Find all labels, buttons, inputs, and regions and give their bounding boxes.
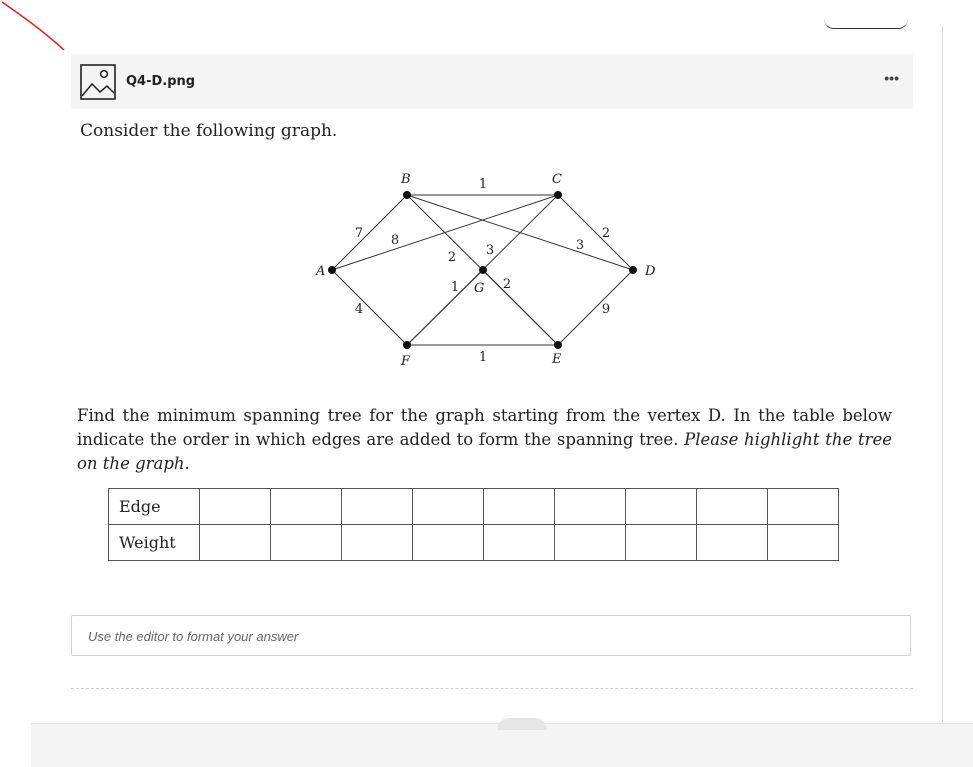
question-text: Find the minimum spanning tree for the graph starting from the vertex D. In the table below indicate the order in which edges are added to form the spanning tree. [77, 406, 892, 449]
editor-placeholder: Use the editor to format your answer [88, 629, 299, 644]
edge-BD [407, 195, 633, 270]
vertex-label-E: E [552, 352, 562, 367]
more-options-button[interactable]: ••• [884, 70, 899, 86]
weight-label-AB: 7 [354, 226, 364, 241]
vertex-D [629, 266, 637, 274]
edge-cell-3[interactable] [342, 489, 413, 525]
weight-label-BD: 3 [575, 238, 585, 253]
edge-cell-7[interactable] [626, 489, 697, 525]
weight-label-FG: 1 [450, 280, 460, 295]
weight-cell-6[interactable] [555, 525, 626, 561]
graph-figure [300, 165, 680, 375]
weight-cell-1[interactable] [200, 525, 271, 561]
answer-table [108, 488, 839, 561]
vertex-label-C: C [552, 172, 562, 187]
row-label-weight: Weight [109, 525, 200, 561]
edge-DE [558, 270, 633, 345]
edge-cell-8[interactable] [697, 489, 768, 525]
edge-cell-1[interactable] [200, 489, 271, 525]
footer-handle[interactable] [497, 718, 547, 730]
edge-AF [332, 270, 407, 345]
edge-cell-5[interactable] [484, 489, 555, 525]
edge-cell-4[interactable] [413, 489, 484, 525]
weight-cell-7[interactable] [626, 525, 697, 561]
attachment-header [71, 54, 913, 109]
footer-bar [31, 723, 973, 767]
edge-FG [407, 270, 483, 345]
vertex-E [554, 341, 562, 349]
edge-GE [483, 270, 558, 345]
weight-label-AF: 4 [354, 302, 364, 317]
table-row-edge [109, 489, 839, 525]
weight-label-BE: 2 [447, 250, 457, 265]
problem-question [77, 404, 892, 476]
vertex-label-D: D [645, 264, 656, 279]
attachment-file-name[interactable]: Q4-D.png [126, 74, 196, 89]
vertex-label-G: G [474, 281, 485, 296]
vertex-label-A: A [316, 264, 326, 279]
edge-cell-2[interactable] [271, 489, 342, 525]
top-pill-control[interactable] [824, 10, 908, 29]
dashed-divider [71, 688, 913, 689]
answer-editor[interactable] [71, 615, 911, 656]
weight-label-GE: 2 [502, 277, 512, 292]
weight-cell-2[interactable] [271, 525, 342, 561]
weight-cell-8[interactable] [697, 525, 768, 561]
weight-cell-3[interactable] [342, 525, 413, 561]
vertex-label-F: F [401, 354, 411, 369]
red-pen-annotation [0, 0, 80, 60]
weight-cell-9[interactable] [768, 525, 839, 561]
vertex-C [554, 191, 562, 199]
graph-vertices [315, 172, 656, 369]
row-label-edge: Edge [109, 489, 200, 525]
weight-label-CF: 3 [485, 243, 495, 258]
vertex-B [403, 191, 411, 199]
image-icon [80, 64, 116, 100]
edge-cell-6[interactable] [555, 489, 626, 525]
weight-cell-4[interactable] [413, 525, 484, 561]
right-scroll-divider [942, 26, 943, 722]
table-row-weight [109, 525, 839, 561]
edge-cell-9[interactable] [768, 489, 839, 525]
problem-intro: Consider the following graph. [80, 121, 338, 141]
weight-cell-5[interactable] [484, 525, 555, 561]
weight-label-AC: 8 [390, 233, 400, 248]
weight-label-BC: 1 [478, 177, 488, 192]
weight-label-FE: 1 [478, 350, 488, 365]
vertex-G [479, 266, 487, 274]
weight-label-CD: 2 [601, 226, 611, 241]
vertex-F [403, 341, 411, 349]
vertex-A [328, 266, 336, 274]
question-emphasis: Please highlight the tree on the graph. [77, 430, 892, 473]
edge-CD [558, 195, 633, 270]
vertex-label-B: B [401, 172, 411, 187]
weight-label-DE: 9 [601, 302, 611, 317]
